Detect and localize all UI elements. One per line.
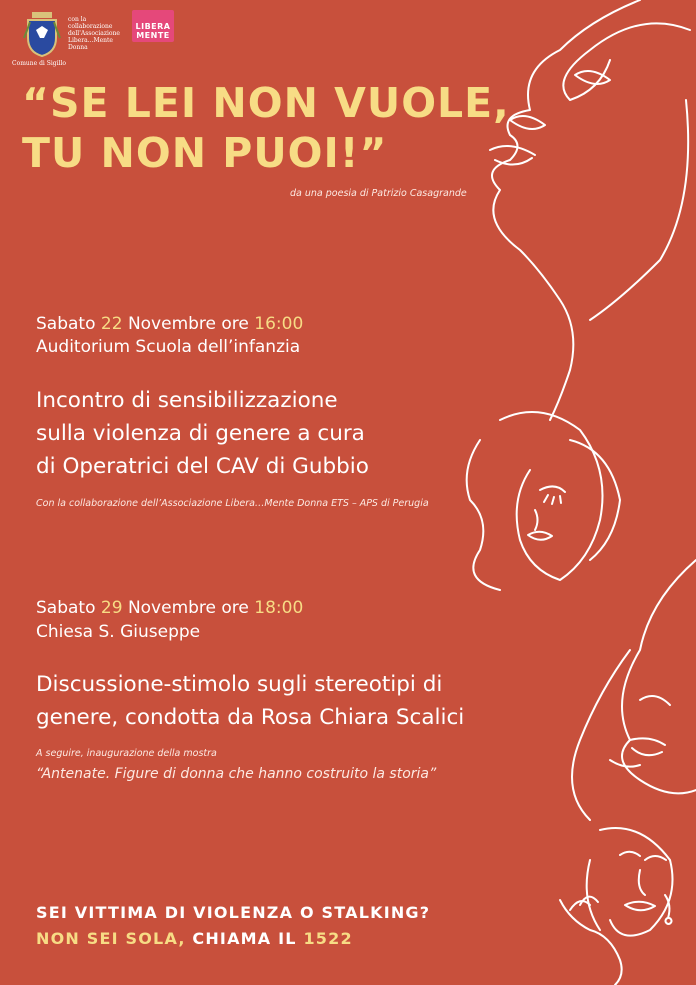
event1-note: Con la collaborazione dell’Associazione Libera…Mente Donna ETS – APS di Perugia	[36, 498, 429, 509]
title-attribution: da una poesia di Patrizio Casagrande	[290, 188, 467, 199]
event1-month: Novembre ore	[127, 314, 249, 334]
event1-datetime	[36, 312, 303, 337]
event2-time: 18:00	[254, 598, 304, 618]
title-line-1: “SE LEI NON VUOLE,	[22, 79, 510, 127]
cta-call: CHIAMA IL	[192, 929, 297, 948]
event2-exhibition-title: “Antenate. Figure di donna che hanno costruito la storia”	[36, 766, 437, 782]
event1-desc-line-3: di Operatrici del CAV di Gubbio	[36, 454, 369, 479]
event2-day: Sabato	[36, 598, 96, 618]
crest-label: Comune di Sigillo	[12, 60, 66, 67]
cta-helpline	[36, 929, 353, 948]
event2-desc-line-1: Discussione-stimolo sugli stereotipi di	[36, 672, 443, 697]
event2-desc-line-2: genere, condotta da Rosa Chiara Scalici	[36, 705, 465, 730]
event1-date-number: 22	[100, 314, 123, 334]
event2-place: Chiesa S. Giuseppe	[36, 622, 201, 642]
cta-question: SEI VITTIMA DI VIOLENZA O STALKING?	[36, 903, 431, 922]
logo-text: LIBERA MENTE	[135, 22, 171, 40]
line-art-faces-illustration	[440, 0, 696, 985]
title-line-2: TU NON PUOI!”	[22, 129, 388, 177]
liberamente-logo	[132, 10, 174, 42]
event1-description	[36, 384, 476, 483]
event2-date-number: 29	[100, 598, 123, 618]
municipal-crest-icon	[22, 8, 62, 58]
event1-time: 16:00	[254, 314, 304, 334]
event1-place: Auditorium Scuola dell’infanzia	[36, 337, 301, 357]
page-title	[22, 78, 510, 178]
event1-desc-line-1: Incontro di sensibilizzazione	[36, 388, 338, 413]
event2-month: Novembre ore	[127, 598, 249, 618]
event1-day: Sabato	[36, 314, 96, 334]
event2-note: A seguire, inaugurazione della mostra	[36, 748, 217, 759]
event1-desc-line-2: sulla violenza di genere a cura	[36, 421, 365, 446]
cta-not-alone: NON SEI SOLA,	[36, 929, 186, 948]
collaboration-text: con la collaborazione dell'Associazione Libera...Mente Donna	[68, 16, 120, 51]
cta-number: 1522	[303, 929, 353, 948]
event2-datetime	[36, 596, 303, 621]
